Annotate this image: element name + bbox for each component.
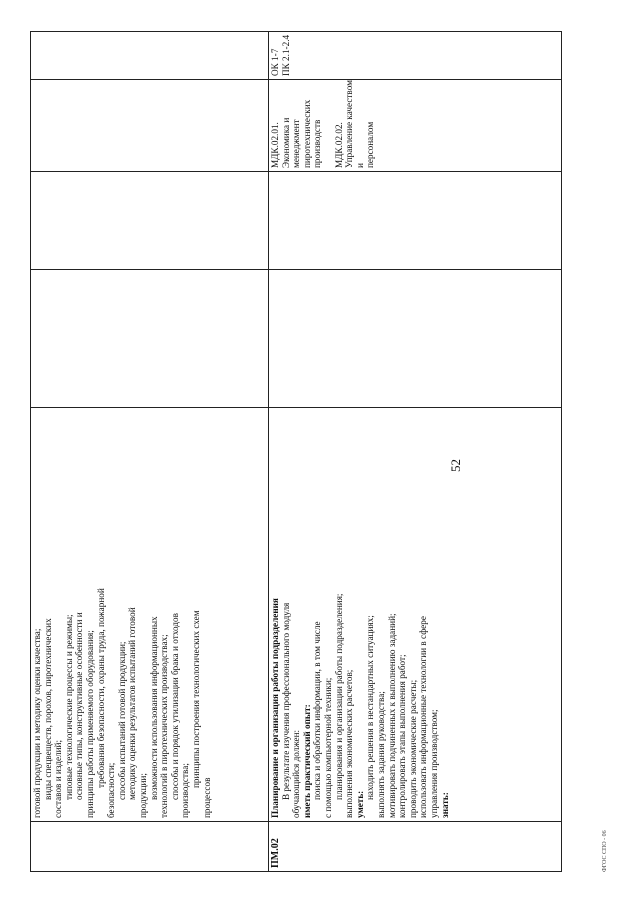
content-line: использовать информационные технологии в сфере xyxy=(418,616,429,818)
module-title: Планирование и организация работы подразделения xyxy=(270,598,280,818)
content-line: мотивировать подчиненных к выполнению заданий; xyxy=(386,613,397,818)
courses-cell xyxy=(269,80,562,172)
page-number: 52 xyxy=(448,459,463,472)
module-code-cell xyxy=(269,822,562,872)
content-line: находить решения в нестандартных ситуациях; xyxy=(365,615,376,800)
module-code: ПМ.02 xyxy=(270,838,281,868)
content-line: обучающийся должен: xyxy=(291,729,302,818)
content-line: возможности использования информационных xyxy=(148,616,159,800)
course-line: пиротехнических xyxy=(301,99,312,168)
rotated-page xyxy=(30,32,610,872)
course-line: производств xyxy=(312,119,323,168)
table-row xyxy=(31,32,269,872)
content-line: технологий в пиротехнических производствах; xyxy=(159,634,170,818)
module-content-cell xyxy=(31,408,269,822)
content-line: требования безопасности, охраны труда, пожарной xyxy=(95,588,106,788)
course-line: Управление качеством xyxy=(344,80,355,168)
content-line: виды спецвеществ, порохов, пиротехнических xyxy=(42,618,53,800)
course-line: персоналом xyxy=(365,121,376,168)
content-line: основные типы, конструктивные особенности и xyxy=(74,612,85,800)
content-line: способы и порядок утилизации брака и отходов xyxy=(169,613,180,800)
content-line: способы испытаний готовой продукции; xyxy=(116,641,127,800)
section-heading: иметь практический опыт: xyxy=(301,704,312,818)
competencies-cell xyxy=(31,32,269,80)
content-line: процессов xyxy=(201,777,212,818)
course-line: менеджмент xyxy=(291,119,302,168)
course-line: и xyxy=(354,163,365,168)
content-line: проводить экономические расчеты; xyxy=(407,679,418,818)
content-line: производства; xyxy=(180,763,191,818)
module-content-cell xyxy=(269,408,562,822)
content-line: планирования и организации работы подразделения; xyxy=(333,593,344,800)
content-line: выполнять задания руководства; xyxy=(375,691,386,818)
curriculum-table xyxy=(30,31,562,872)
competency-line: ОК 1-7 xyxy=(270,48,280,76)
course-line: Экономика и xyxy=(280,117,291,168)
course-line: МДК.02.02. xyxy=(333,122,344,168)
hours-cell xyxy=(31,172,269,270)
content-line: контролировать этапы выполнения работ; xyxy=(397,654,408,818)
content-line: принципы работы применяемого оборудования; xyxy=(84,630,95,818)
content-line: составов и изделий; xyxy=(53,739,64,818)
content-line: готовой продукции и методику оценки качества; xyxy=(32,628,42,818)
course-line: МДК.02.01. xyxy=(270,122,280,168)
content-line: В результате изучения профессионального модуля xyxy=(280,602,291,800)
competencies-cell xyxy=(269,32,562,80)
content-line: методику оценки результатов испытаний готовой xyxy=(127,607,138,800)
section-heading: уметь: xyxy=(354,790,365,818)
section-heading: знать: xyxy=(439,792,450,818)
content-line: поиска и обработки информации, в том числе xyxy=(312,621,323,800)
hours-cell xyxy=(269,270,562,408)
content-line: выполнения экономических расчетов; xyxy=(344,669,355,818)
competency-line: ПК 2.1-2.4 xyxy=(280,34,291,76)
module-code-cell xyxy=(31,822,269,872)
content-line: управления производством; xyxy=(428,709,439,818)
table-row xyxy=(269,32,562,872)
content-line: безопасности; xyxy=(106,762,117,818)
hours-cell xyxy=(269,172,562,270)
hours-cell xyxy=(31,270,269,408)
content-line: с помощью компьютерной техники; xyxy=(322,677,333,818)
content-line: типовые технологические процессы и режимы; xyxy=(63,614,74,800)
course-line xyxy=(323,83,334,168)
footer-stamp: ФГОС СПО - 06 xyxy=(602,830,608,872)
content-line: принципы построения технологических схем xyxy=(190,610,201,788)
courses-cell xyxy=(31,80,269,172)
content-line: продукции; xyxy=(137,773,148,818)
